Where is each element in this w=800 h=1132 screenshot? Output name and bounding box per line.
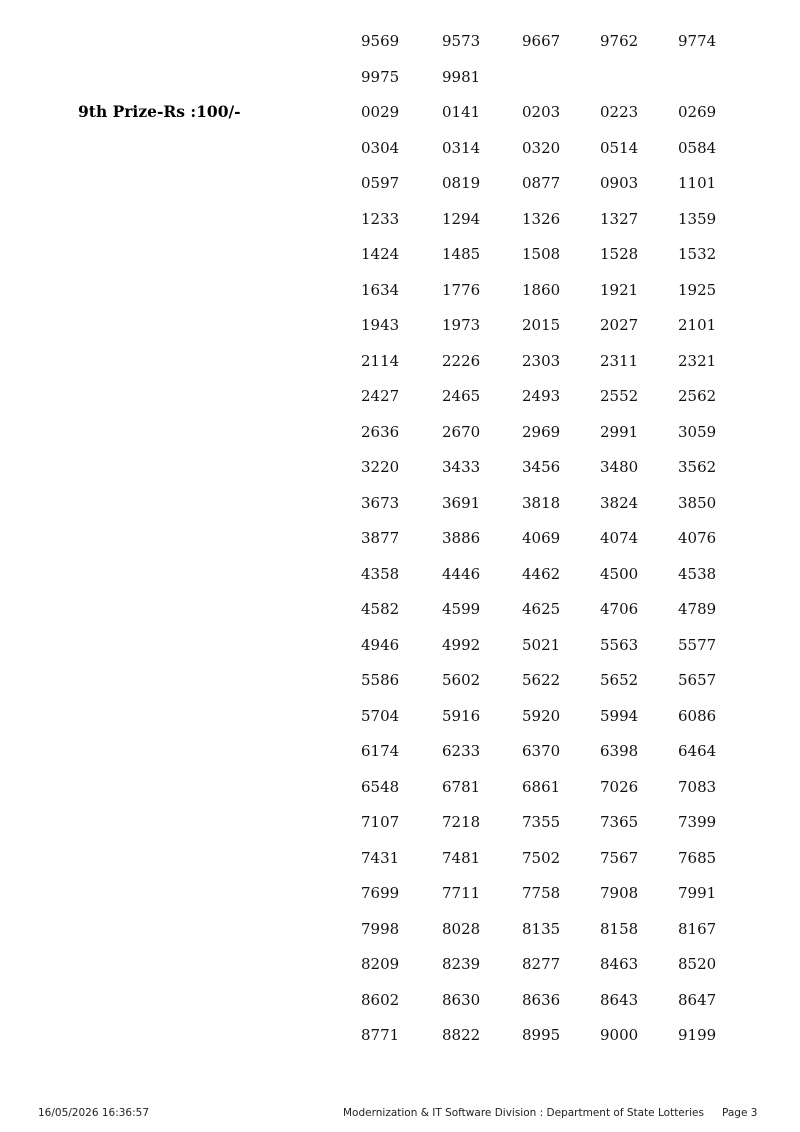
winning-number: 8643	[600, 990, 639, 1009]
winning-number: 3059	[678, 422, 717, 441]
winning-number: 1921	[600, 280, 639, 299]
number-row	[0, 777, 800, 797]
winning-number: 1925	[678, 280, 717, 299]
winning-number: 4706	[600, 600, 639, 618]
winning-number: 1634	[361, 280, 400, 299]
winning-number: 0320	[522, 138, 561, 157]
number-row	[0, 280, 800, 300]
winning-number: 6464	[678, 742, 717, 760]
winning-number: 3818	[522, 493, 561, 512]
winning-number: 4599	[442, 600, 481, 618]
winning-number: 3456	[522, 458, 561, 476]
winning-number: 8277	[522, 955, 561, 973]
footer-division: Modernization & IT Software Division : Department of State Lotteries	[343, 1107, 704, 1119]
number-row	[0, 564, 800, 584]
winning-number: 2493	[522, 387, 561, 405]
winning-number: 6174	[361, 742, 400, 760]
winning-number: 9573	[442, 32, 481, 50]
winning-number: 0203	[522, 103, 561, 121]
number-row	[0, 422, 800, 442]
winning-number: 0314	[442, 138, 481, 157]
winning-number: 1327	[600, 209, 639, 228]
winning-number: 7711	[442, 884, 481, 902]
winning-number: 7355	[522, 813, 561, 831]
winning-number: 7481	[442, 848, 481, 867]
winning-number: 2015	[522, 316, 561, 334]
winning-number: 5577	[678, 635, 717, 654]
winning-number: 3886	[442, 529, 481, 547]
winning-number: 0223	[600, 103, 639, 121]
winning-number: 0514	[600, 138, 639, 157]
winning-number: 1943	[361, 316, 400, 334]
winning-number: 5602	[442, 671, 481, 689]
winning-number: 1424	[361, 245, 400, 263]
winning-number: 1860	[522, 280, 561, 299]
winning-number: 2101	[678, 316, 717, 334]
winning-number: 8158	[600, 919, 639, 938]
winning-number: 2027	[600, 316, 639, 334]
winning-number: 9667	[522, 32, 561, 50]
number-row	[0, 138, 800, 158]
winning-number: 8167	[678, 919, 717, 938]
number-row	[0, 706, 800, 726]
winning-number: 7365	[600, 813, 639, 831]
winning-number: 4500	[600, 564, 639, 583]
number-row	[0, 493, 800, 513]
winning-number: 7502	[522, 848, 561, 867]
number-row	[0, 315, 800, 335]
winning-number: 8239	[442, 955, 481, 973]
winning-number: 3433	[442, 458, 481, 476]
winning-number: 1485	[442, 245, 481, 263]
winning-number: 6370	[522, 742, 561, 760]
winning-number: 6781	[442, 777, 481, 796]
winning-number: 0141	[442, 103, 481, 121]
number-row	[0, 173, 800, 193]
footer-page-number: Page 3	[722, 1107, 758, 1119]
winning-number: 2552	[600, 387, 639, 405]
winning-number: 4582	[361, 600, 400, 618]
winning-number: 8602	[361, 990, 400, 1009]
winning-number: 3562	[678, 458, 717, 476]
winning-number: 5920	[522, 706, 561, 725]
winning-number: 1101	[678, 174, 717, 192]
winning-number: 3850	[678, 493, 717, 512]
number-row	[0, 883, 800, 903]
number-row	[0, 31, 800, 51]
winning-number: 8771	[361, 1026, 400, 1044]
winning-number: 3824	[600, 493, 639, 512]
winning-number: 8028	[442, 919, 481, 938]
winning-number: 9199	[678, 1026, 717, 1044]
winning-number: 7991	[678, 884, 717, 902]
winning-number: 6398	[600, 742, 639, 760]
winning-number: 2636	[361, 422, 400, 441]
winning-number: 1776	[442, 280, 481, 299]
winning-number: 3877	[361, 529, 400, 547]
winning-number: 2311	[600, 351, 639, 370]
winning-number: 5994	[600, 706, 639, 725]
winning-number: 5652	[600, 671, 639, 689]
number-row	[0, 528, 800, 548]
number-row	[0, 741, 800, 761]
winning-number: 8636	[522, 990, 561, 1009]
winning-number: 9569	[361, 32, 400, 50]
number-row	[0, 812, 800, 832]
winning-number: 4074	[600, 529, 639, 547]
number-row	[0, 457, 800, 477]
number-row	[0, 919, 800, 939]
winning-number: 1528	[600, 245, 639, 263]
winning-number: 8209	[361, 955, 400, 973]
number-row	[0, 386, 800, 406]
winning-number: 0819	[442, 174, 481, 192]
winning-number: 2226	[442, 351, 481, 370]
winning-number: 4462	[522, 564, 561, 583]
number-row	[0, 635, 800, 655]
winning-number: 4446	[442, 564, 481, 583]
winning-number: 3691	[442, 493, 481, 512]
winning-number: 0903	[600, 174, 639, 192]
winning-number: 7083	[678, 777, 717, 796]
winning-number: 9774	[678, 32, 717, 50]
prize-label: 9th Prize-Rs :100/-	[78, 102, 241, 121]
number-row	[0, 351, 800, 371]
footer-timestamp: 16/05/2026 16:36:57	[38, 1107, 150, 1119]
winning-number: 7567	[600, 848, 639, 867]
winning-number: 2991	[600, 422, 639, 441]
winning-number: 7107	[361, 813, 400, 831]
winning-number: 3673	[361, 493, 400, 512]
winning-number: 0029	[361, 103, 400, 121]
winning-number: 0597	[361, 174, 400, 192]
number-row	[0, 670, 800, 690]
winning-number: 4069	[522, 529, 561, 547]
winning-number: 7699	[361, 884, 400, 902]
winning-number: 2321	[678, 351, 717, 370]
winning-number: 8630	[442, 990, 481, 1009]
winning-number: 2969	[522, 422, 561, 441]
winning-number: 3480	[600, 458, 639, 476]
winning-number: 6233	[442, 742, 481, 760]
number-row	[0, 954, 800, 974]
winning-number: 0584	[678, 138, 717, 157]
winning-number: 1508	[522, 245, 561, 263]
winning-number: 8822	[442, 1026, 481, 1044]
winning-number: 5916	[442, 706, 481, 725]
winning-number: 8135	[522, 919, 561, 938]
number-row	[0, 67, 800, 87]
winning-number: 9975	[361, 67, 400, 86]
winning-number: 8463	[600, 955, 639, 973]
winning-number: 2303	[522, 351, 561, 370]
winning-number: 2562	[678, 387, 717, 405]
number-row	[0, 990, 800, 1010]
winning-number: 1326	[522, 209, 561, 228]
winning-number: 7908	[600, 884, 639, 902]
winning-number: 4946	[361, 635, 400, 654]
winning-number: 7998	[361, 919, 400, 938]
winning-number: 4992	[442, 635, 481, 654]
winning-number: 5563	[600, 635, 639, 654]
number-row	[0, 1025, 800, 1045]
winning-number: 1233	[361, 209, 400, 228]
winning-number: 8995	[522, 1026, 561, 1044]
number-row	[0, 848, 800, 868]
winning-number: 7218	[442, 813, 481, 831]
winning-number: 1973	[442, 316, 481, 334]
winning-number: 4538	[678, 564, 717, 583]
winning-number: 5704	[361, 706, 400, 725]
winning-number: 4076	[678, 529, 717, 547]
winning-number: 9762	[600, 32, 639, 50]
winning-number: 1294	[442, 209, 481, 228]
winning-number: 0877	[522, 174, 561, 192]
winning-number: 6861	[522, 777, 561, 796]
winning-number: 5021	[522, 635, 561, 654]
winning-number: 1359	[678, 209, 717, 228]
winning-number: 7026	[600, 777, 639, 796]
winning-number: 4358	[361, 564, 400, 583]
winning-number: 7431	[361, 848, 400, 867]
winning-number: 4625	[522, 600, 561, 618]
winning-number: 5657	[678, 671, 717, 689]
winning-number: 4789	[678, 600, 717, 618]
winning-number: 3220	[361, 458, 400, 476]
number-row	[0, 102, 800, 122]
number-row	[0, 209, 800, 229]
winning-number: 0269	[678, 103, 717, 121]
number-row	[0, 599, 800, 619]
winning-number: 2465	[442, 387, 481, 405]
winning-number: 5622	[522, 671, 561, 689]
winning-number: 8647	[678, 990, 717, 1009]
winning-number: 5586	[361, 671, 400, 689]
winning-number: 0304	[361, 138, 400, 157]
winning-number: 1532	[678, 245, 717, 263]
winning-number: 6548	[361, 777, 400, 796]
winning-number: 6086	[678, 706, 717, 725]
winning-number: 7758	[522, 884, 561, 902]
number-row	[0, 244, 800, 264]
winning-number: 2670	[442, 422, 481, 441]
winning-number: 2427	[361, 387, 400, 405]
winning-number: 2114	[361, 351, 400, 370]
winning-number: 9981	[442, 67, 481, 86]
winning-number: 9000	[600, 1026, 639, 1044]
winning-number: 7399	[678, 813, 717, 831]
winning-number: 7685	[678, 848, 717, 867]
winning-number: 8520	[678, 955, 717, 973]
